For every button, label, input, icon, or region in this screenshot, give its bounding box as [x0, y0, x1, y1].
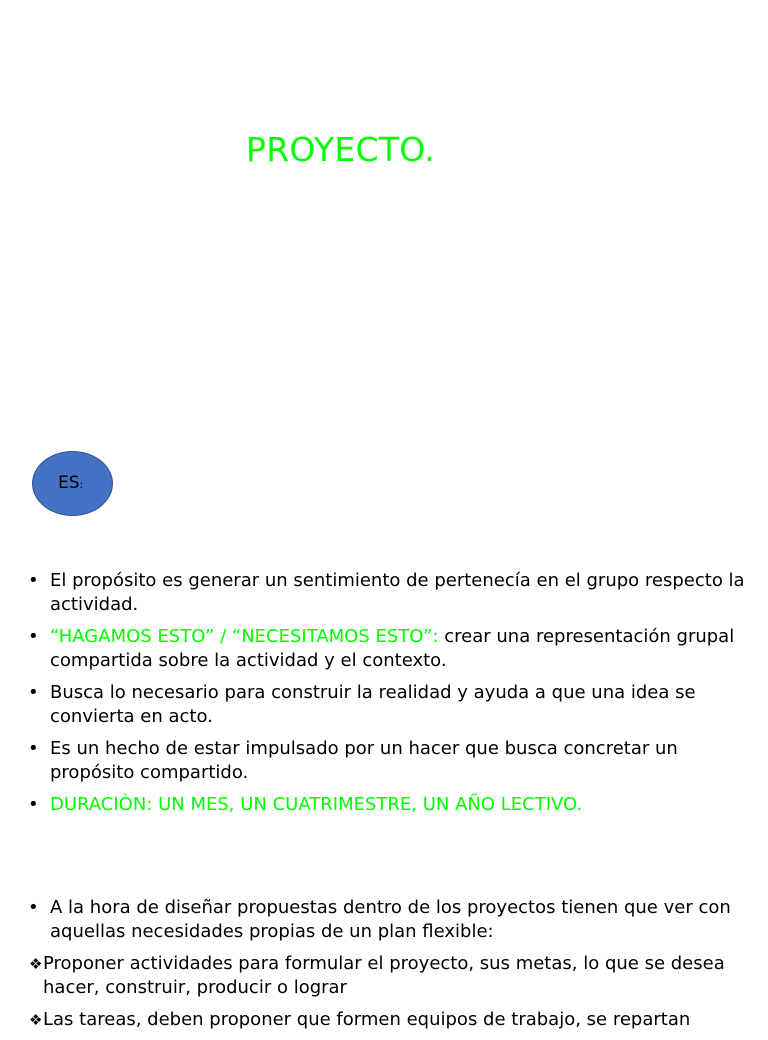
bullet-icon: •: [28, 897, 39, 918]
bullet-icon: •: [28, 626, 39, 647]
bullet-icon: •: [28, 682, 39, 703]
bullet-item-duracion: [0, 793, 768, 817]
bullet-text: A la hora de diseñar propuestas dentro de los proyectos tienen que ver con aquellas necesidades propias de un plan flexible:: [50, 897, 731, 942]
bullet-icon: •: [28, 570, 39, 591]
bullet-text: El propósito es generar un sentimiento de pertenecía en el grupo respecto la actividad.: [50, 570, 745, 615]
es-label-text: ES: [58, 473, 80, 493]
diamond-item-proponer: [0, 952, 768, 1000]
bullet-text: Es un hecho de estar impulsado por un hacer que busca concretar un propósito compartido.: [50, 738, 678, 783]
definition-bullet-list: [0, 569, 768, 825]
bullet-highlight-text: “HAGAMOS ESTO” / “NECESITAMOS ESTO”:: [50, 626, 439, 647]
es-circle-label: [58, 473, 83, 493]
bullet-icon: •: [28, 738, 39, 759]
bullet-item-busca: [0, 681, 768, 729]
bullet-text: crear una representación grupal compartida sobre la actividad y el contexto.: [50, 626, 735, 671]
diamond-item-text: Las tareas, deben proponer que formen equipos de trabajo, se repartan: [43, 1009, 691, 1030]
bullet-item-diseno: [0, 896, 768, 944]
bullet-text: Busca lo necesario para construir la realidad y ayuda a que una idea se convierta en acto.: [50, 682, 696, 727]
bullet-item-purpose: [0, 569, 768, 617]
bullet-item-hecho: [0, 737, 768, 785]
bullet-item-hagamos: [0, 625, 768, 673]
design-bullet-list: [0, 896, 768, 1040]
diamond-bullet-icon: ❖: [29, 1011, 43, 1029]
diamond-item-tareas: [0, 1008, 768, 1032]
diamond-bullet-icon: ❖: [29, 955, 43, 973]
es-label-colon: :: [79, 478, 84, 491]
bullet-icon: •: [28, 794, 39, 815]
slide-title: PROYECTO.: [246, 130, 436, 169]
diamond-item-text: Proponer actividades para formular el proyecto, sus metas, lo que se desea hacer, construir, producir o lograr: [43, 953, 725, 998]
bullet-highlight-text: DURACIÒN: UN MES, UN CUATRIMESTRE, UN AÑO LECTIVO.: [50, 794, 583, 815]
